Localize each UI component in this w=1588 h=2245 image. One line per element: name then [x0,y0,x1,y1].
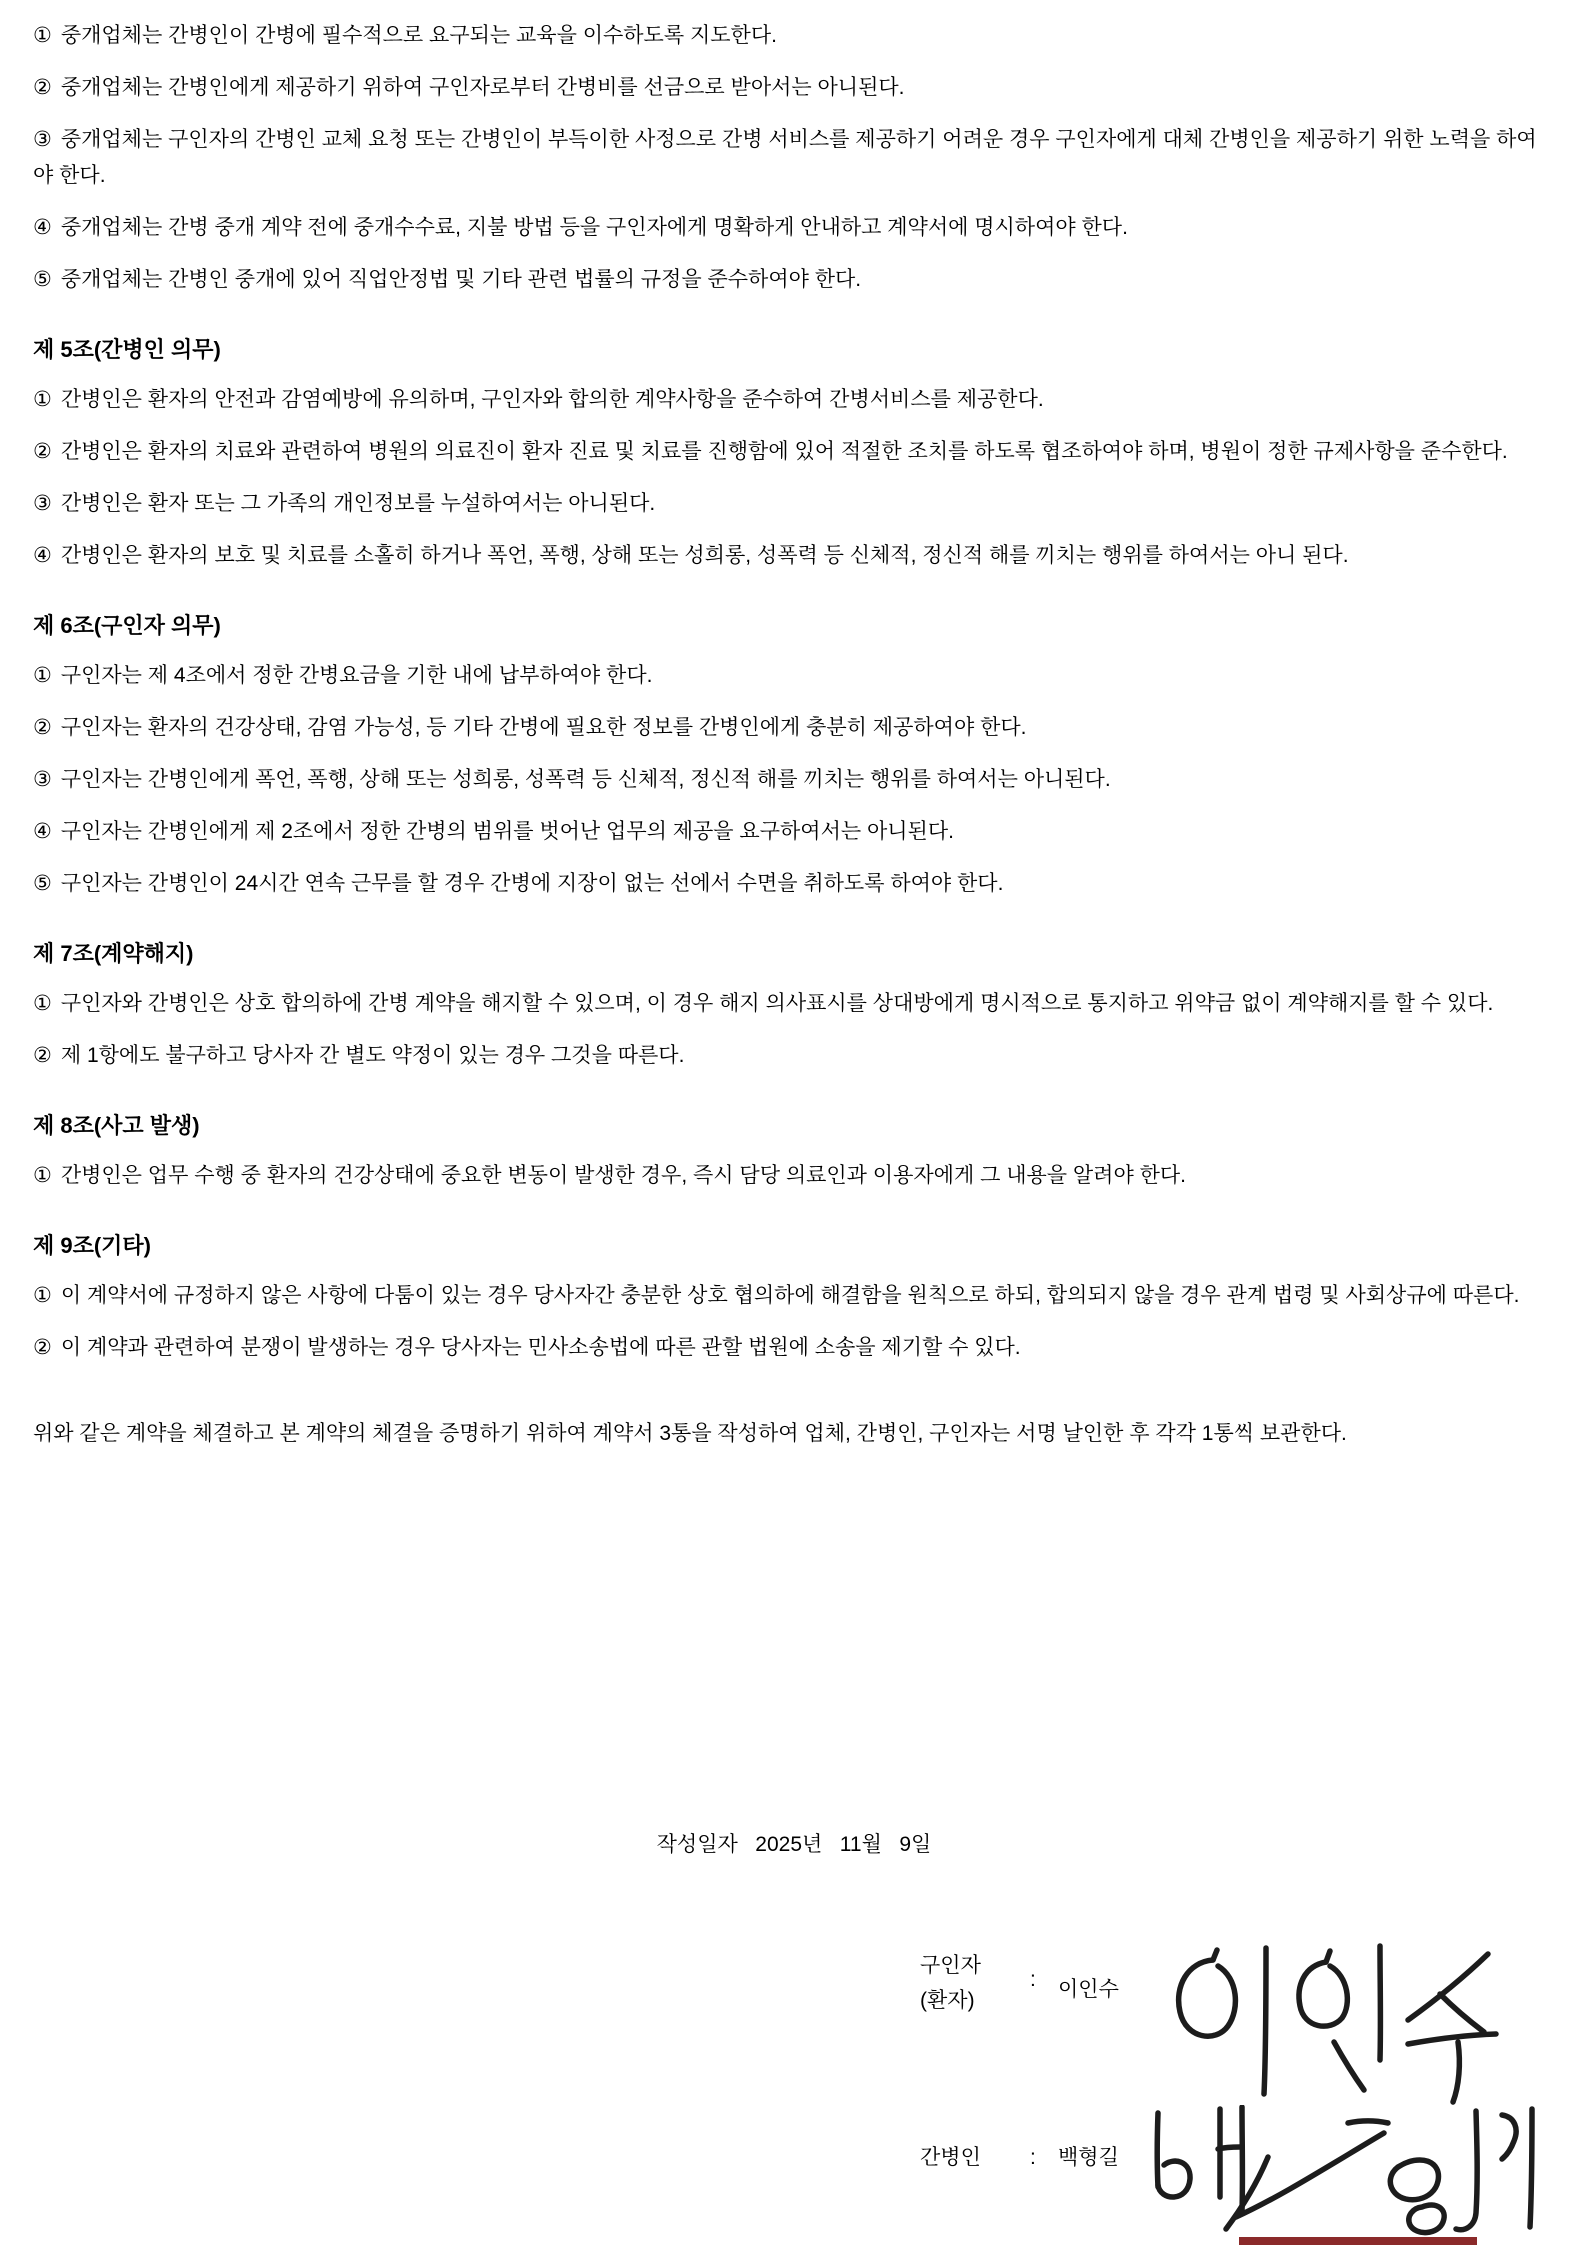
clause-text: 간병인은 환자의 안전과 감염예방에 유의하며, 구인자와 합의한 계약사항을 준수하여 간병서비스를 제공한다. [60,388,1044,411]
clause-item [33,382,1555,418]
employer-colon: : [1030,1968,1036,1991]
clause-text: 구인자는 제 4조에서 정한 간병요금을 기한 내에 납부하여야 한다. [60,664,653,687]
caregiver-role-text: 간병인 [920,2146,981,2169]
clause-text: 간병인은 업무 수행 중 환자의 건강상태에 중요한 변동이 발생한 경우, 즉시 담당 의료인과 이용자에게 그 내용을 알려야 한다. [60,1164,1186,1187]
clause-item [33,986,1555,1022]
clause-marker: ④ [33,820,52,843]
section-heading-article9: 제 9조(기타) [33,1233,152,1258]
clause-item [33,262,1555,298]
clause-text: 이 계약과 관련하여 분쟁이 발생하는 경우 당사자는 민사소송법에 따른 관할 법원에 소송을 제기할 수 있다. [60,1336,1021,1359]
clause-text: 중개업체는 간병인이 간병에 필수적으로 요구되는 교육을 이수하도록 지도한다. [60,24,777,47]
clause-item [33,538,1555,574]
caregiver-handwritten-signature [1140,2105,1540,2245]
employer-role-sub-text: (환자) [920,1989,975,2012]
clause-marker: ② [33,440,52,463]
clause-marker: ① [33,388,52,411]
clause-item [33,866,1555,902]
clause-text: 간병인은 환자의 치료와 관련하여 병원의 의료진이 환자 진료 및 치료를 진행함에 있어 적절한 조치를 하도록 협조하여야 하며, 병원이 정한 규제사항을 준수한다. [60,440,1508,463]
employer-role-text: 구인자 [920,1954,981,1977]
clause-text: 이 계약서에 규정하지 않은 사항에 다툼이 있는 경우 당사자간 충분한 상호 협의하에 해결함을 원칙으로 하되, 합의되지 않을 경우 관계 법령 및 사회상규에 따른다. [60,1284,1520,1307]
clause-text: 중개업체는 간병인에게 제공하기 위하여 구인자로부터 간병비를 선금으로 받아서는 아니된다. [60,76,905,99]
clause-marker: ④ [33,544,52,567]
clause-item [33,1038,1555,1074]
clause-item [33,1278,1555,1314]
clause-item [33,710,1555,746]
clause-text: 간병인은 환자의 보호 및 치료를 소홀히 하거나 폭언, 폭행, 상해 또는 성희롱, 성폭력 등 신체적, 정신적 해를 끼치는 행위를 하여서는 아니 된다. [60,544,1349,567]
clause-marker: ② [33,1336,52,1359]
clause-marker: ⑤ [33,268,52,291]
clause-marker: ⑤ [33,872,52,895]
clause-marker: ③ [33,492,52,515]
clause-marker: ① [33,1164,52,1187]
clause-marker: ① [33,664,52,687]
clause-text: 구인자와 간병인은 상호 합의하에 간병 계약을 해지할 수 있으며, 이 경우 해지 의사표시를 상대방에게 명시적으로 통지하고 위약금 없이 계약해지를 할 수 있다. [60,992,1494,1015]
clause-marker: ② [33,1044,52,1067]
clause-item [33,434,1555,470]
clause-item [33,122,1555,194]
caregiver-role-label [920,2140,981,2175]
date-line: 작성일자 2025년 11월 9일 [656,1833,932,1856]
closing-statement: 위와 같은 계약을 체결하고 본 계약의 체결을 증명하기 위하여 계약서 3통을 작성하여 업체, 간병인, 구인자는 서명 날인한 후 각각 1통씩 보관한다. [33,1422,1347,1445]
clause-item [33,658,1555,694]
section-heading-article5: 제 5조(간병인 의무) [33,337,221,362]
clause-item [33,486,1555,522]
clause-text: 구인자는 간병인이 24시간 연속 근무를 할 경우 간병에 지장이 없는 선에서 수면을 취하도록 하여야 한다. [60,872,1004,895]
clause-marker: ③ [33,128,52,151]
clause-text: 중개업체는 간병인 중개에 있어 직업안정법 및 기타 관련 법률의 규정을 준수하여야 한다. [60,268,862,291]
clause-marker: ③ [33,768,52,791]
clause-item [33,762,1555,798]
clause-marker: ① [33,992,52,1015]
clause-text: 간병인은 환자 또는 그 가족의 개인정보를 누설하여서는 아니된다. [60,492,656,515]
clause-item [33,814,1555,850]
clause-text: 구인자는 환자의 건강상태, 감염 가능성, 등 기타 간병에 필요한 정보를 간병인에게 충분히 제공하여야 한다. [60,716,1027,739]
clause-item [33,70,1555,106]
clause-text: 중개업체는 구인자의 간병인 교체 요청 또는 간병인이 부득이한 사정으로 간병 서비스를 제공하기 어려운 경우 구인자에게 대체 간병인을 제공하기 위한 노력을 하여야 한다. [33,128,1537,187]
clause-item [33,210,1555,246]
employer-handwritten-signature [1158,1942,1513,2107]
clause-item [33,18,1555,54]
clause-marker: ② [33,716,52,739]
clause-text: 제 1항에도 불구하고 당사자 간 별도 약정이 있는 경우 그것을 따른다. [60,1044,685,1067]
caregiver-printed-name: 백형길 [1058,2146,1119,2169]
clause-text: 구인자는 간병인에게 폭언, 폭행, 상해 또는 성희롱, 성폭력 등 신체적, 정신적 해를 끼치는 행위를 하여서는 아니된다. [60,768,1111,791]
section-heading-article8: 제 8조(사고 발생) [33,1113,200,1138]
red-stamp-bar [1239,2237,1477,2245]
clause-marker: ① [33,1284,52,1307]
clause-text: 구인자는 간병인에게 제 2조에서 정한 간병의 범위를 벗어난 업무의 제공을 요구하여서는 아니된다. [60,820,954,843]
clause-marker: ② [33,76,52,99]
section-heading-article7: 제 7조(계약해지) [33,941,194,966]
clause-item [33,1330,1555,1366]
section-heading-article6: 제 6조(구인자 의무) [33,613,221,638]
clause-text: 중개업체는 간병 중개 계약 전에 중개수수료, 지불 방법 등을 구인자에게 명확하게 안내하고 계약서에 명시하여야 한다. [60,216,1128,239]
employer-printed-name: 이인수 [1058,1978,1119,2001]
caregiver-colon: : [1030,2146,1036,2169]
clause-marker: ④ [33,216,52,239]
clause-marker: ① [33,24,52,47]
employer-role-label [920,1948,981,2018]
clause-item [33,1158,1555,1194]
